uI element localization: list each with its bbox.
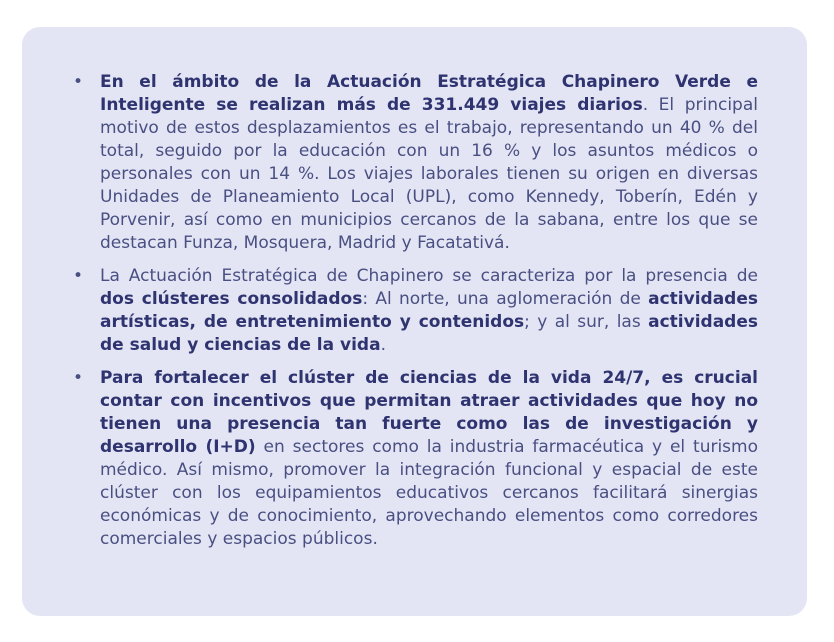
- body-text: en sectores como la industria farmacéutica y el turismo médico. Así mismo, promover la integración funcional y espacial de este clúster con los equipamientos educativos cercanos facilitará sinergias económicas y de conocimiento, aprovechando elementos como corredores comerciales y espacios públicos.: [100, 437, 759, 549]
- body-text: .: [380, 335, 386, 355]
- list-item: [73, 367, 759, 551]
- list-item: [73, 71, 758, 255]
- body-text: ; y al sur, las: [524, 312, 649, 332]
- bullet-marker: •: [73, 266, 84, 286]
- bold-text: dos clústeres consolidados: [100, 289, 363, 309]
- list-item: [73, 265, 758, 357]
- body-text: La Actuación Estratégica de Chapinero se caracteriza por la presencia de: [100, 266, 758, 286]
- body-text: : Al norte, una aglomeración de: [362, 289, 649, 309]
- body-text: . El principal motivo de estos desplazamientos es el trabajo, representando un 40 % del total, seguido por la educación con un 16 % y los asuntos médicos o personales con un 14 %. Los viajes laborales tienen su origen en diversas Unidades de Planeamiento Local (UPL), como Kennedy, Toberín, Edén y Porvenir, así como en municipios cercanos de la sabana, entre los que se destacan Funza, Mosquera, Madrid y Facatativá.: [100, 95, 758, 253]
- bullet-marker: •: [73, 72, 84, 92]
- bold-text: En el ámbito de la Actuación Estratégica Chapinero Verde e Inteligente se realizan más de 331.449 viajes diarios: [100, 72, 758, 115]
- bold-text: actividades artísticas, de entretenimiento y contenidos: [100, 289, 758, 332]
- bullet-marker: •: [73, 368, 84, 388]
- bold-text: actividades de salud y ciencias de la vida: [100, 312, 758, 355]
- bullet-list: [73, 71, 759, 561]
- bold-text: Para fortalecer el clúster de ciencias de la vida 24/7, es crucial contar con incentivos que permitan atraer actividades que hoy no tienen una presencia tan fuerte como las de investigación y desarrollo (I+D): [100, 368, 758, 457]
